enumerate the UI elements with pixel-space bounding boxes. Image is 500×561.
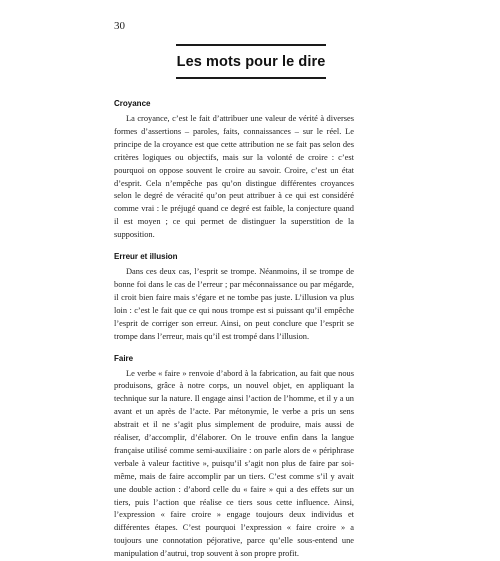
chapter-title-box (176, 44, 326, 79)
page-content (114, 98, 354, 561)
page-number: 30 (114, 20, 125, 32)
chapter-title: Les mots pour le dire (177, 54, 326, 70)
section-heading: Faire (114, 353, 354, 364)
section-paragraph: Le verbe « faire » renvoie d’abord à la fabrication, au fait que nous produisons, grâce à notre corps, un nouvel objet, en appliquant la technique sur la nature. Il engage ainsi l’action de l’homme, et il y a un avant et un après de l’acte. Par métonymie, le verbe a pris un sens abstrait et il ne s’agit plus simplement de produire, mais aussi de réaliser, d’accomplir, d’élaborer. On le trouve enfin dans la langue française utilisé comme semi-auxiliaire : on parle alors de « périphrase verbale à valeur factitive », puisqu’il s’agit non plus de faire par soi-même, mais de faire accomplir par un tiers. C’est comme s’il y avait une double action : d’abord celle du « faire » qui a des effets sur un tiers, puis l’action que réalise ce tiers sous cette influence. Ainsi, l’expression « faire croire » engage toujours deux individus et différentes étapes. C’est pourquoi l’expression « faire croire » a toujours une connotation péjorative, parce qu’elle sous-entend une manipulation d’autrui, trop souvent à son propre profit. (114, 368, 354, 561)
section-heading: Erreur et illusion (114, 251, 354, 262)
section-heading: Croyance (114, 98, 354, 109)
section-paragraph: La croyance, c’est le fait d’attribuer une valeur de vérité à diverses formes d’assertions – paroles, faits, connaissances – sur le réel. Le principe de la croyance est que cette attribution ne se fait pas selon des critères logiques ou objectifs, mais sur la volonté de croire : c’est pourquoi on oppose souvent le croire au savoir. Croire, c’est un état d’esprit. Cela n’empêche pas qu’on distingue différentes croyances selon le degré de véracité qu’on peut attribuer à ce qui est considéré comme vrai : le préjugé quand ce degré est faible, la conjecture quand il est moyen ; ce qui permet de distinguer la superstition de la supposition. (114, 113, 354, 242)
section-paragraph: Dans ces deux cas, l’esprit se trompe. Néanmoins, il se trompe de bonne foi dans le cas de l’erreur ; par méconnaissance ou par mégarde, il croit bien faire mais s’égare et ne tombe pas juste. L’illusion va plus loin : c’est le fait que ce qui nous trompe est si puissant qu’il empêche l’esprit de corriger son erreur. Ainsi, on peut conclure que l’esprit se trompe dans l’erreur, mais qu’il est trompé dans l’illusion. (114, 266, 354, 343)
section-croyance (114, 98, 354, 242)
section-erreur-et-illusion (114, 251, 354, 343)
section-faire (114, 353, 354, 561)
